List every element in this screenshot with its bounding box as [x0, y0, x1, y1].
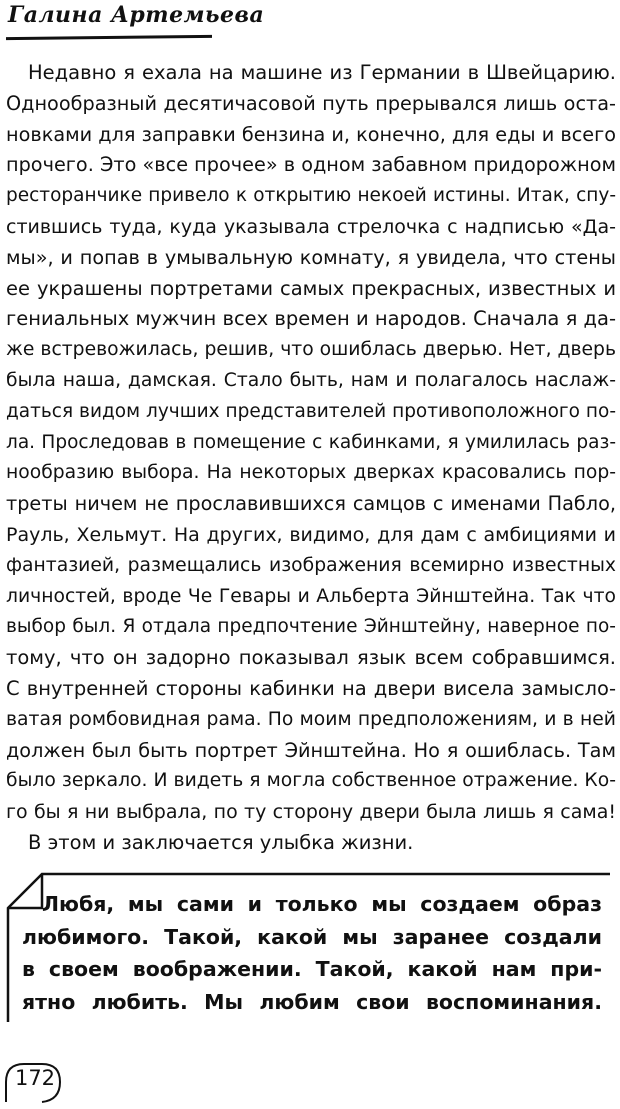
closing-line: В этом и заключается улыбка жизни.	[28, 830, 414, 854]
main-text	[6, 58, 616, 859]
quote-line: ятно любить. Мы любим свои воспоминания.	[22, 989, 602, 1014]
text-line: ресторанчике привело к открытию некоей истины. Итак, спу-	[6, 185, 616, 207]
running-header-author: Галина Артемьева	[8, 2, 265, 28]
text-line: прочего. Это «все прочее» в одном забавном придорожном	[6, 153, 616, 177]
text-line: же встревожилась, решив, что ошиблась дверью. Нет, дверь	[6, 339, 616, 361]
quote-line: Любя, мы сами и только мы создаем образ	[42, 892, 602, 916]
text-line: даться видом лучших представителей противоположного по-	[6, 400, 616, 422]
text-line: новками для заправки бензина и, конечно, для еды и всего	[6, 122, 617, 146]
text-line: личностей, вроде Че Гевары и Альберта Эйнштейна. Так что	[6, 585, 616, 607]
text-line: ватая ромбовидная рама. По моим предположениям, и в ней	[6, 708, 616, 730]
quote-line: любимого. Такой, какой мы заранее создали	[22, 924, 602, 949]
text-line: Рауль, Хельмут. На других, видимо, для дам с амбициями и	[6, 523, 616, 546]
quote-line: в своем воображении. Такой, какой нам при-	[22, 957, 602, 981]
text-line: тому, что он задорно показывал язык всем собравшимся.	[6, 646, 616, 670]
text-line: была наша, дамская. Стало быть, нам и полагалось наслаж-	[6, 369, 616, 391]
text-line: треты ничем не прославившихся самцов с именами Пабло,	[6, 492, 616, 516]
text-line: гениальных мужчин всех времен и народов. Сначала я да-	[6, 307, 616, 331]
text-line: фантазией, размещались изображения всемирно известных	[6, 554, 616, 576]
quote-text	[22, 888, 602, 1018]
text-line: стившись туда, куда указывала стрелочка с надписью «Да-	[6, 215, 616, 238]
page-number-label: 172	[14, 1066, 56, 1090]
page-number	[2, 1056, 64, 1106]
text-line: Однообразный десятичасовой путь прерывался лишь оста-	[6, 91, 616, 115]
text-line: выбор был. Я отдала предпочтение Эйнштейну, наверное по-	[6, 616, 616, 638]
quote-box	[6, 872, 612, 1024]
text-line: С внутренней стороны кабинки на двери висела замысло-	[6, 676, 616, 700]
text-line: го бы я ни выбрала, по ту сторону двери была лишь я сама!	[6, 801, 616, 824]
text-line: нообразию выбора. На некоторых дверках красовались пор-	[6, 462, 616, 484]
text-line: Недавно я ехала на машине из Германии в Швейцарию.	[28, 61, 616, 84]
text-line: было зеркало. И видеть я могла собственное отражение. Ко-	[6, 770, 616, 792]
text-line: мы», и попав в умывальную комнату, я увидела, что стены	[6, 245, 616, 269]
text-line: ла. Проследовав в помещение с кабинками, я умилилась раз-	[6, 431, 616, 453]
header-underline	[6, 35, 212, 40]
text-line: должен был быть портрет Эйнштейна. Но я ошиблась. Там	[6, 738, 616, 762]
text-line: ее украшены портретами самых прекрасных, известных и	[6, 276, 616, 300]
